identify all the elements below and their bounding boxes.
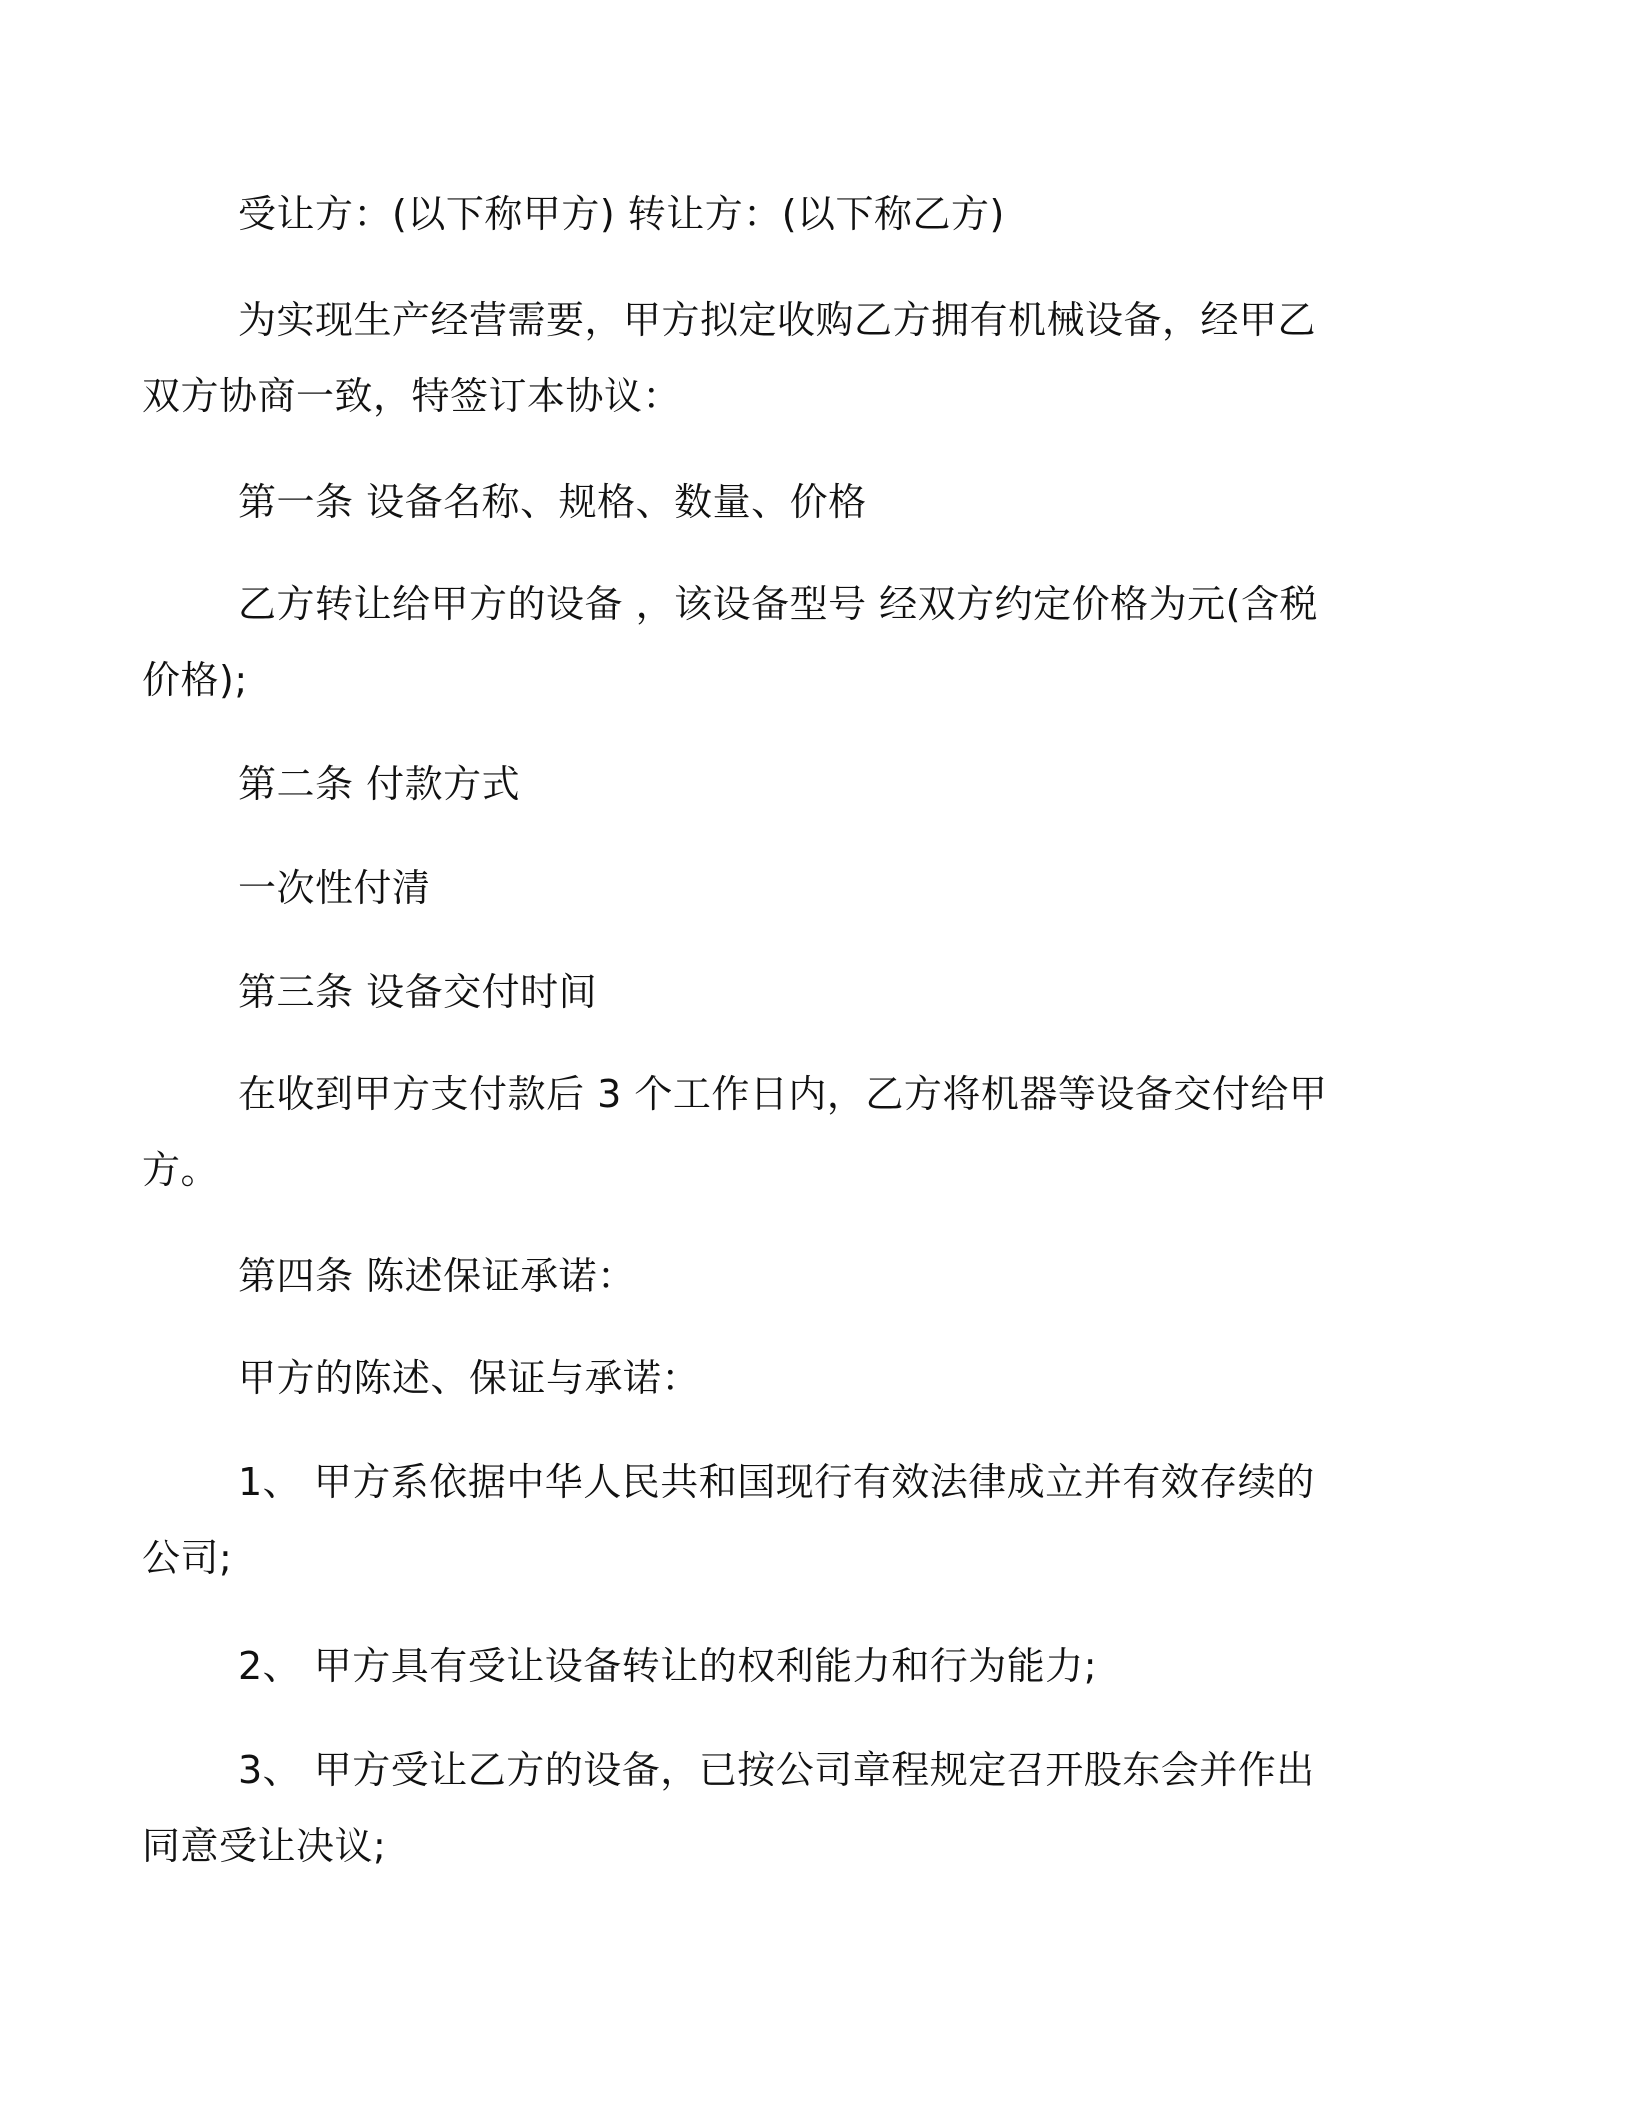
text-line: 3、 甲方受让乙方的设备，已按公司章程规定召开股东会并作出 [238,1748,1315,1792]
article-1-title [238,464,1378,540]
article-2-title [238,746,1378,822]
text-line: 公司; [142,1536,233,1580]
text-line: 双方协商一致，特签订本协议： [142,374,682,418]
text-line: 甲方的陈述、保证与承诺： [238,1356,701,1400]
article-1-body [142,566,1378,718]
text-line: 一次性付清 [238,866,431,910]
preamble-paragraph [142,282,1378,434]
text-line: 1、 甲方系依据中华人民共和国现行有效法律成立并有效存续的 [238,1460,1315,1504]
text-line: 第二条 付款方式 [238,762,521,806]
text-line: 第四条 陈述保证承诺： [238,1254,636,1298]
text-line: 受让方：(以下称甲方) 转让方：(以下称乙方) [238,192,1005,236]
text-line: 同意受让决议; [142,1824,387,1868]
article-4-title [238,1238,1378,1314]
text-line: 方。 [142,1148,220,1192]
list-item-3 [142,1732,1378,1884]
text-line: 在收到甲方支付款后 3 个工作日内，乙方将机器等设备交付给甲 [238,1072,1328,1116]
text-line: 2、 甲方具有受让设备转让的权利能力和行为能力; [238,1644,1098,1688]
list-item-2 [238,1628,1378,1704]
article-2-body [238,850,1378,926]
parties-paragraph [238,176,1378,252]
text-line: 为实现生产经营需要，甲方拟定收购乙方拥有机械设备，经甲乙 [238,298,1317,342]
article-3-body [142,1056,1378,1208]
text-line: 第一条 设备名称、规格、数量、价格 [238,480,867,524]
text-line: 价格); [142,658,248,702]
text-line: 第三条 设备交付时间 [238,970,598,1014]
article-4-intro [238,1340,1378,1416]
article-3-title [238,954,1378,1030]
text-line: 乙方转让给甲方的设备 ，该设备型号 经双方约定价格为元(含税 [238,582,1318,626]
list-item-1 [142,1444,1378,1596]
